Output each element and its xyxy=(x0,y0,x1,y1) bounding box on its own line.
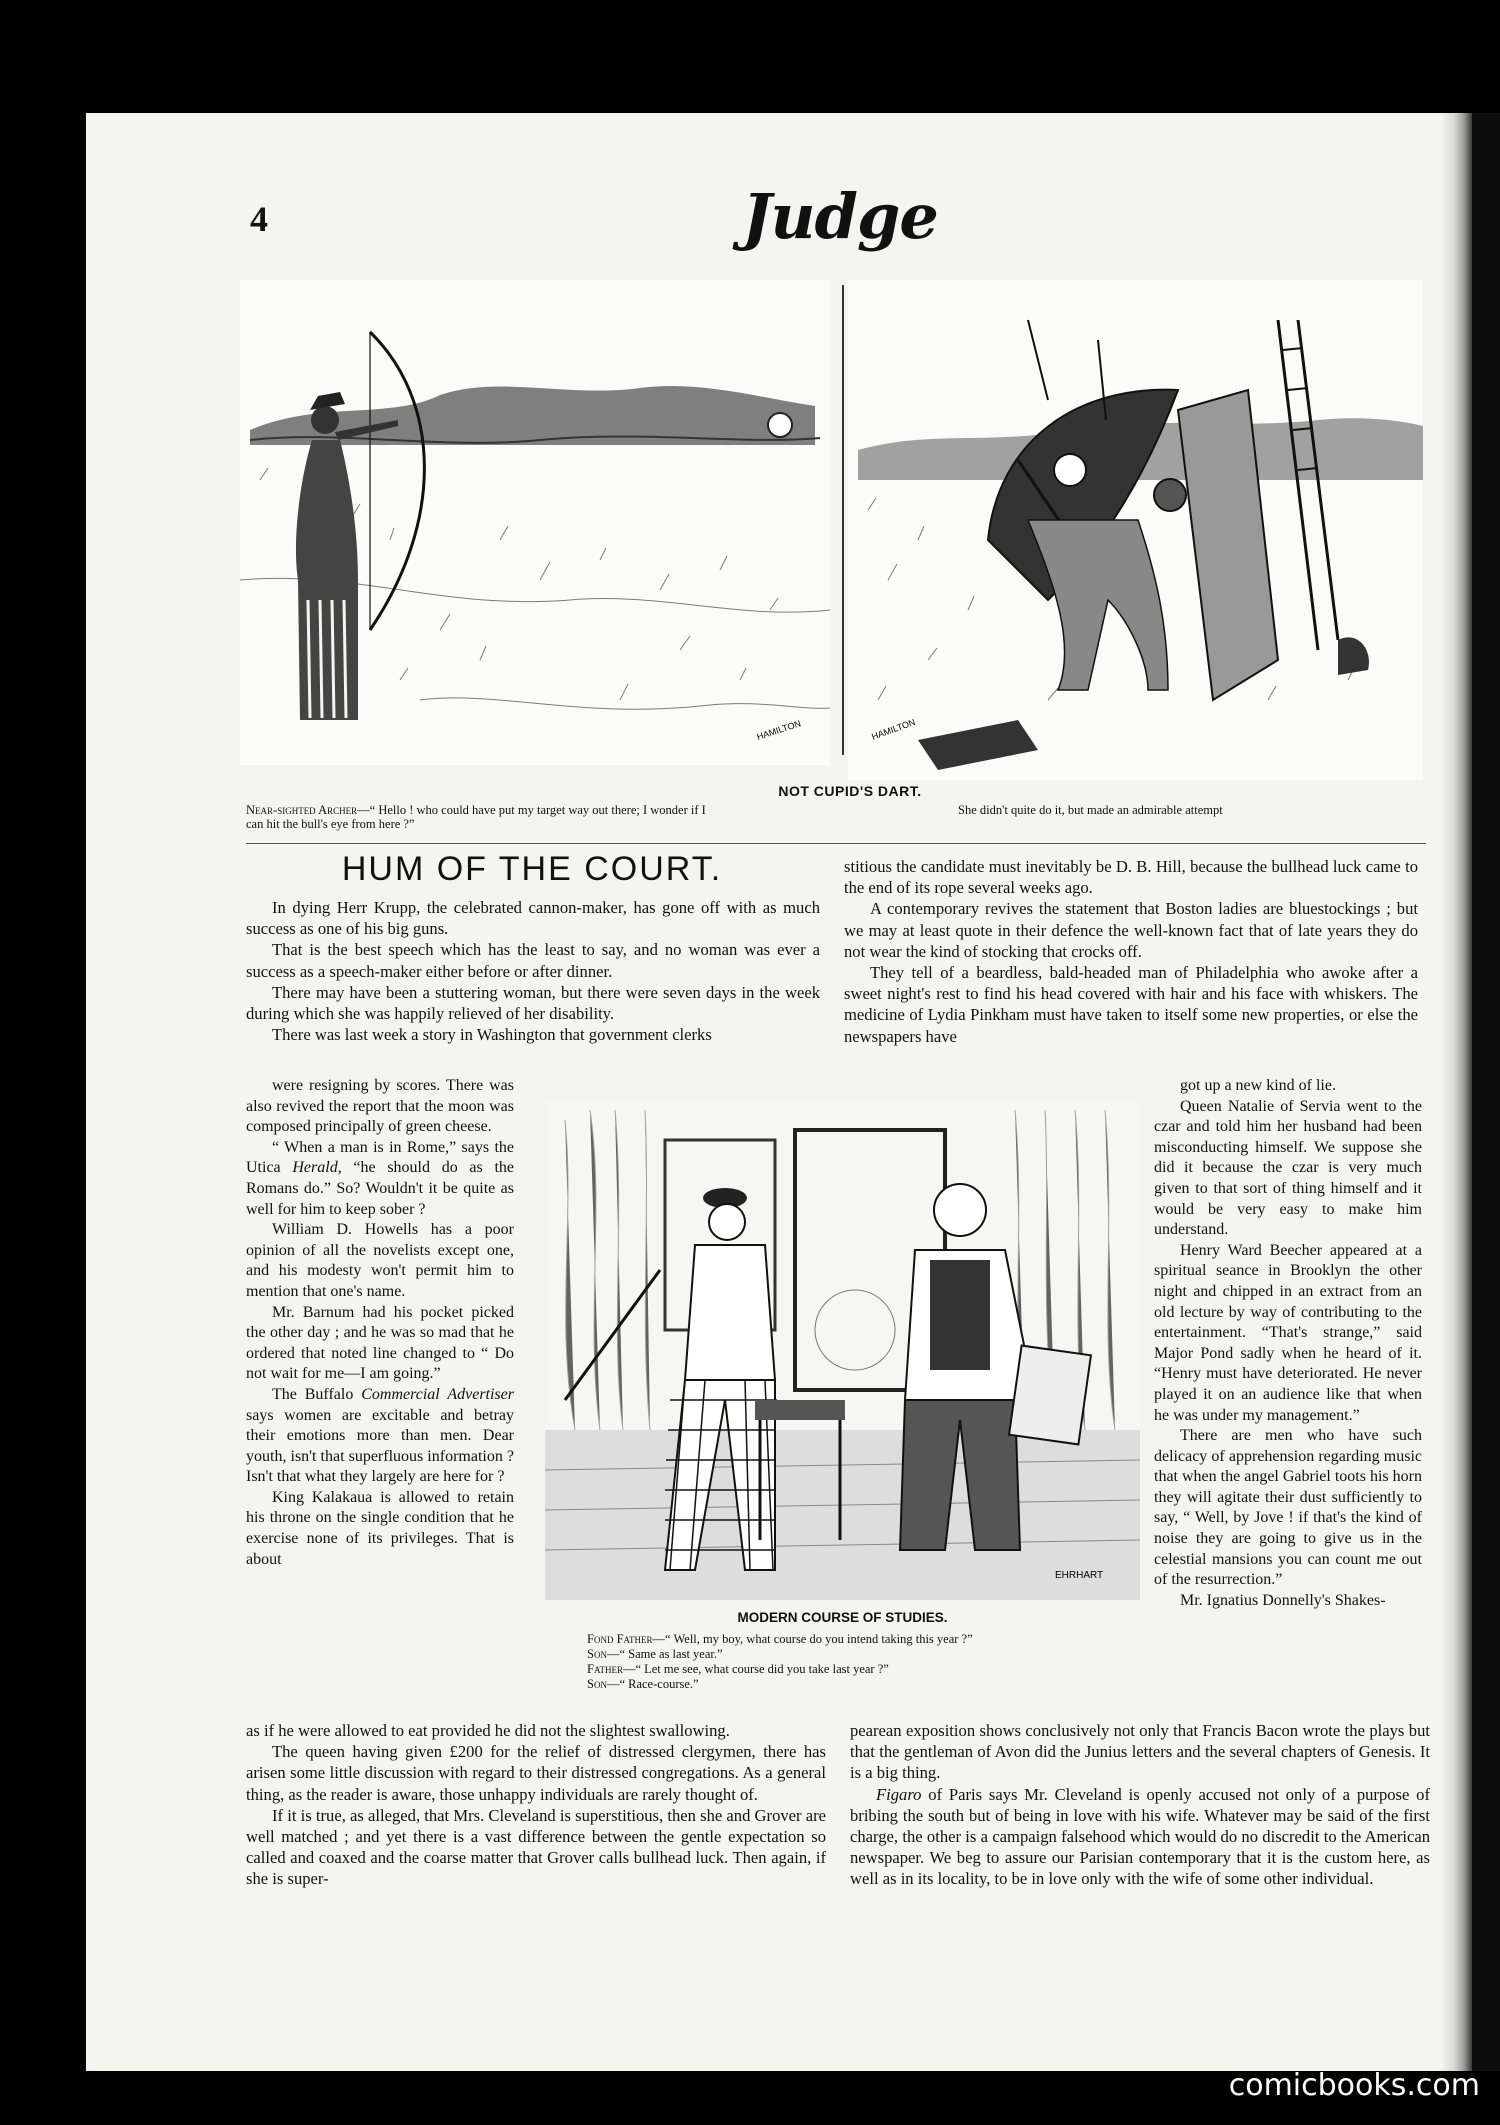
article-paragraph xyxy=(850,1720,1430,1784)
paragraph-text: “ When a man is in Rome,” says the Utica xyxy=(246,1138,514,1177)
article-paragraph: Mr. Ignatius Donnelly's Shakes- xyxy=(1180,1591,1386,1609)
article-paragraph: Queen Natalie of Servia went to the czar and told him her husband had been misconducting himself. We suppose she did it because the czar is very much given to that sort of thing himself and it would be very easy to make him understand. xyxy=(1154,1097,1422,1239)
archer-drawing xyxy=(240,280,830,765)
article-paragraph: The queen having given £200 for the relief of distressed clergymen, there has arisen some little discussion with regard to their distressed congregations. As a general thing, as the reader is aware, those unhappy individuals are rarely thought of. xyxy=(246,1742,826,1804)
dialogue-line xyxy=(587,1632,1107,1647)
article-paragraph: King Kalakaua is allowed to retain his throne on the single condition that he exercise none of its privileges. That is about xyxy=(246,1488,514,1568)
article-paragraph: They tell of a beardless, bald-headed man of Philadelphia who awoke after a sweet night's rest to find his head covered with hair and his face with whiskers. The medicine of Lydia Pinkham must have taken to itself some new properties, or else the newspapers have xyxy=(844,963,1418,1046)
dialogue-speaker: Father xyxy=(587,1662,623,1676)
article-paragraph: got up a new kind of lie. xyxy=(1180,1077,1336,1094)
article-paragraph: William D. Howells has a poor opinion of all the novelists except one, and his modesty won't permit him to mention that one's name. xyxy=(246,1221,514,1300)
dialogue-text: —“ Same as last year.” xyxy=(606,1647,723,1661)
right-column-top xyxy=(844,856,1418,1047)
article-paragraph xyxy=(246,1138,514,1220)
left-column-top xyxy=(246,897,820,1045)
article-paragraph xyxy=(246,1385,514,1488)
dialogue-speaker: Fond Father xyxy=(587,1632,653,1646)
paragraph-text: of Paris says Mr. Cleveland is openly accused not only of a purpose of bribing the south but of being in love with his wife. Whatever may be said of the first charge, the other is a campaign falsehood which would do no discredit to the American newspaper. We beg to assure our Parisian contemporary that it is the custom here, as well as in its locality, to be in love only with the wife of some other individual. xyxy=(850,1784,1430,1889)
inset-cartoon-title: MODERN COURSE OF STUDIES. xyxy=(737,1610,948,1625)
inset-cartoon-dialogue xyxy=(587,1632,1107,1692)
publication-name: Figaro xyxy=(876,1784,922,1804)
paragraph-text: says women are excitable and betray their emotions more than men. Dear youth, isn't that superfluous information ? Isn't that what they largely are here for ? xyxy=(246,1406,514,1486)
article-headline: HUM OF THE COURT. xyxy=(341,850,723,888)
masthead-logo: Judge xyxy=(742,180,938,253)
article-paragraph: Mr. Barnum had his pocket picked the other day ; and he was so mad that he ordered that noted line changed to “ Do not wait for me—I am going.” xyxy=(246,1303,514,1383)
cartoon-signature-right: HAMILTON xyxy=(870,716,917,742)
next-page-edge xyxy=(1472,113,1500,2071)
right-column-bottom xyxy=(850,1720,1430,1890)
paragraph-text: pearean exposition shows conclusively not only that Francis Bacon wrote the plays but that the gentleman of Avon did the Junius letters and the several chapters of Genesis. It is a big thing. xyxy=(850,1721,1430,1783)
archer-illustration xyxy=(240,280,830,765)
publication-name: Commercial Advertiser xyxy=(361,1385,514,1403)
article-paragraph: Henry Ward Beecher appeared at a spiritual seance in Brooklyn the other night and chipped in an extract from an old lecture by way of contributing to the entertainment. “That's strange,” said Major Pond sadly when he heard of it. “Henry must have deteriorated. He never played it on an audience like that when he was under my management.” xyxy=(1154,1241,1422,1424)
dialogue-text: —“ Let me see, what course did you take last year ?” xyxy=(622,1662,889,1676)
article-paragraph: In dying Herr Krupp, the celebrated cannon-maker, has gone off with as much success as one of his big guns. xyxy=(246,898,820,939)
article-paragraph: There are men who have such delicacy of apprehension regarding music that when the angel Gabriel toots his horn they will agitate their dust sufficiently to say, “ Well, by Jove ! if that's the kind of noise they are going to give us in the celestial mansions you can count me out of the resurrection.” xyxy=(1154,1427,1422,1589)
dialogue-line xyxy=(587,1662,1107,1677)
article-paragraph: There may have been a stuttering woman, but there were seven days in the week during which she was happily relieved of her disability. xyxy=(246,982,820,1024)
right-column-narrow xyxy=(1154,1076,1422,1611)
publication-name: Herald xyxy=(292,1159,338,1177)
top-cartoon-title: NOT CUPID'S DART. xyxy=(778,783,922,799)
panel-divider xyxy=(842,285,844,755)
umbrella-illustration xyxy=(848,280,1423,780)
section-rule xyxy=(246,843,1426,844)
paragraph-text: The Buffalo xyxy=(272,1385,362,1403)
article-paragraph: as if he were allowed to eat provided he did not the slightest swallowing. xyxy=(246,1721,730,1740)
caption-line: —“ Hello ! who could have put my target way out there; I wonder if I can hit the bull's eye from here ?” xyxy=(246,803,706,831)
article-paragraph: That is the best speech which has the least to say, and no woman was ever a success as a speech-maker either before or after dinner. xyxy=(246,940,820,981)
paragraph-text: , “he should do as the Romans do.” So? Wouldn't it be quite as well for him to keep sober ? xyxy=(246,1159,514,1218)
dialogue-speaker: Son xyxy=(587,1677,607,1691)
father-son-drawing xyxy=(545,1100,1140,1600)
left-panel-caption xyxy=(246,803,726,831)
article-paragraph: stitious the candidate must inevitably be D. B. Hill, because the bullhead luck came to the end of its rope several weeks ago. xyxy=(844,857,1418,898)
right-panel-caption: She didn't quite do it, but made an admirable attempt xyxy=(958,803,1223,817)
article-paragraph xyxy=(850,1784,1430,1890)
cartoon-signature-left: HAMILTON xyxy=(755,718,803,742)
modern-course-illustration xyxy=(545,1100,1140,1600)
page-number: 4 xyxy=(250,199,268,239)
article-paragraph: If it is true, as alleged, that Mrs. Cleveland is superstitious, then she and Grover are well matched ; and yet there is a vast difference between the gentle expectation so called and coaxed and the coarse matter that Grover calls bullhead luck. Then again, if she is super- xyxy=(246,1805,826,1889)
dialogue-text: —“ Well, my boy, what course do you intend taking this year ?” xyxy=(652,1632,973,1646)
left-column-narrow xyxy=(246,1076,514,1570)
dialogue-line xyxy=(587,1677,1107,1692)
inset-signature: EHRHART xyxy=(1055,1570,1104,1581)
umbrella-drawing xyxy=(848,280,1423,780)
site-watermark: comicbooks.com xyxy=(1228,2068,1480,2103)
caption-speaker: Near-sighted Archer xyxy=(246,803,358,817)
article-paragraph: There was last week a story in Washington that government clerks xyxy=(272,1025,712,1045)
dialogue-text: —“ Race-course.” xyxy=(606,1677,699,1691)
article-paragraph: were resigning by scores. There was also revived the report that the moon was composed principally of green cheese. xyxy=(246,1077,514,1136)
dialogue-speaker: Son xyxy=(587,1647,607,1661)
dialogue-line xyxy=(587,1647,1107,1662)
article-paragraph: A contemporary revives the statement that Boston ladies are bluestockings ; but we may at least quote in their defence the well-known fact that of late years they do not wear the kind of stocking that crocks off. xyxy=(844,899,1418,961)
page-gutter-shadow xyxy=(1440,113,1472,2071)
left-column-bottom xyxy=(246,1720,826,1890)
